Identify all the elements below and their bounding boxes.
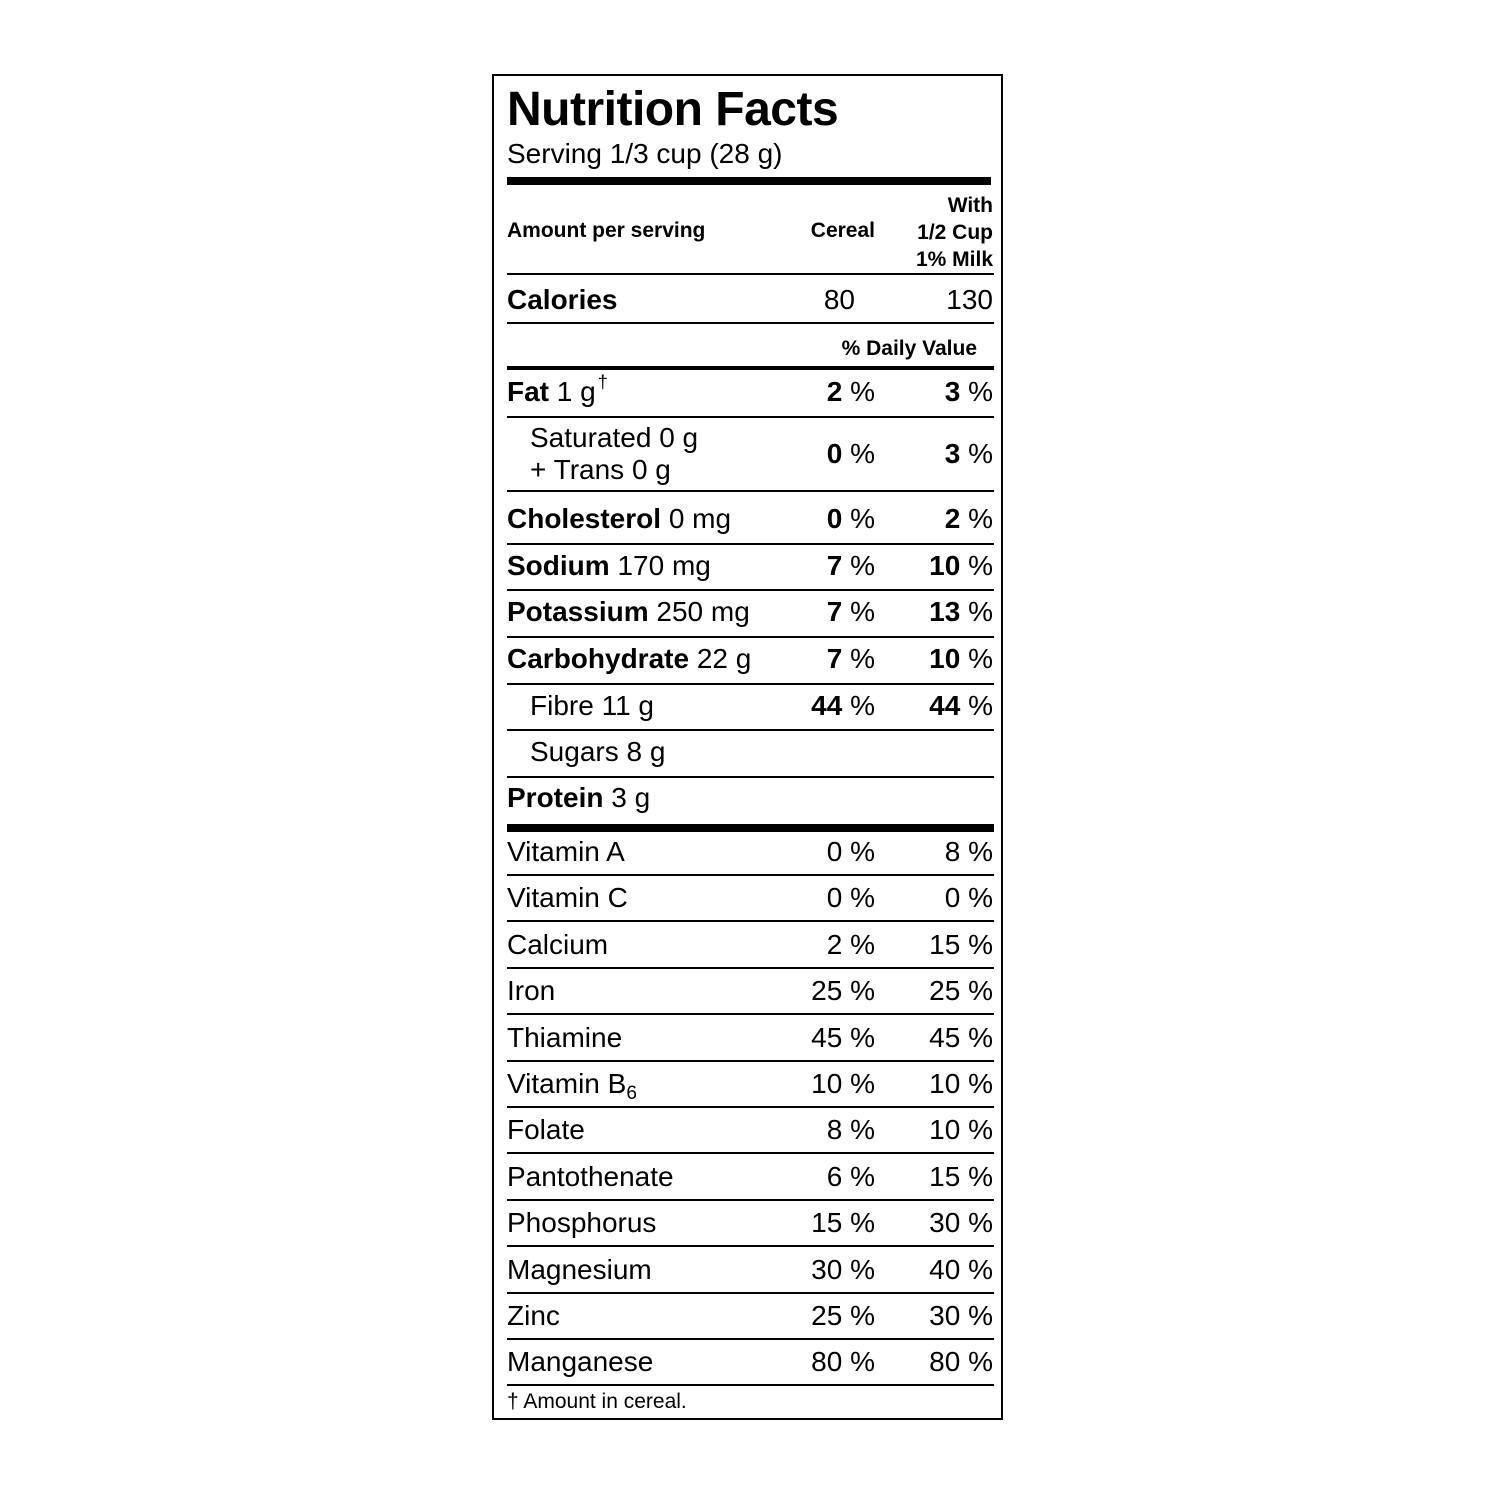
nutrition-facts-label (492, 74, 1003, 1420)
vitamin-cereal-dv: 6 % (826, 1161, 875, 1192)
divider (507, 1292, 994, 1294)
vitamin-cereal-dv: 2 % (826, 929, 875, 960)
divider (507, 967, 994, 969)
vitamin-cereal-dv: 80 % (811, 1346, 875, 1377)
vitamin-name: Folate (507, 1114, 585, 1145)
divider (507, 416, 994, 418)
divider (507, 920, 994, 922)
thick-divider-vitamins (507, 824, 994, 832)
divider (507, 1245, 994, 1247)
divider (507, 490, 994, 492)
divider (507, 589, 994, 591)
nutrient-saturated-trans (530, 422, 698, 486)
divider (507, 683, 994, 685)
nutrient-potassium: Potassium 250 mg (507, 596, 750, 627)
vitamin-milk-dv: 25 % (929, 975, 993, 1006)
col-cereal-header: Cereal (810, 219, 875, 242)
vitamin-milk-dv: 80 % (929, 1346, 993, 1377)
divider (507, 1199, 994, 1201)
vitamin-name: Manganese (507, 1346, 654, 1377)
vitamin-milk-dv: 0 % (944, 882, 993, 913)
vitamin-cereal-dv: 0 % (826, 882, 875, 913)
cholesterol-cereal-dv: 0 % (826, 503, 875, 534)
vitamin-name: Pantothenate (507, 1161, 674, 1192)
vitamin-name: Phosphorus (507, 1207, 657, 1238)
vitamin-milk-dv: 30 % (929, 1207, 993, 1238)
vitamin-name: Magnesium (507, 1254, 652, 1285)
footnote: † Amount in cereal. (507, 1390, 687, 1413)
nutrient-cholesterol: Cholesterol 0 mg (507, 503, 732, 534)
vitamin-name: Calcium (507, 929, 609, 960)
calories-milk: 130 (946, 284, 993, 315)
divider (507, 1338, 994, 1340)
vitamin-milk-dv: 15 % (929, 1161, 993, 1192)
divider (507, 874, 994, 876)
potassium-milk-dv: 13 % (929, 596, 993, 627)
vitamin-cereal-dv: 8 % (826, 1114, 875, 1145)
carbohydrate-cereal-dv: 7 % (826, 643, 875, 674)
vitamin-milk-dv: 8 % (944, 836, 993, 867)
vitamin-name: Iron (507, 975, 556, 1006)
thick-divider-top (507, 177, 991, 185)
sodium-milk-dv: 10 % (929, 550, 993, 581)
col-milk-line1: With (947, 194, 993, 217)
nutrient-carbohydrate: Carbohydrate 22 g (507, 643, 752, 674)
amount-per-serving: Amount per serving (507, 219, 706, 242)
vitamin-name: Thiamine (507, 1022, 623, 1053)
vitamin-milk-dv: 40 % (929, 1254, 993, 1285)
cholesterol-milk-dv: 2 % (944, 503, 993, 534)
fibre-cereal-dv: 44 % (811, 690, 875, 721)
divider (507, 322, 994, 324)
divider (507, 1060, 994, 1062)
calories-cereal: 80 (823, 284, 855, 315)
divider (507, 729, 994, 731)
serving-size: Serving 1/3 cup (28 g) (507, 138, 783, 169)
nutrient-protein: Protein 3 g (507, 782, 651, 813)
divider (507, 1152, 994, 1154)
vitamin-cereal-dv: 15 % (811, 1207, 875, 1238)
vitamin-cereal-dv: 25 % (811, 975, 875, 1006)
vitamin-cereal-dv: 0 % (826, 836, 875, 867)
vitamin-milk-dv: 45 % (929, 1022, 993, 1053)
saturated-cereal-dv: 0 % (826, 438, 875, 469)
fat-dagger: † (597, 372, 608, 392)
vitamin-cereal-dv: 30 % (811, 1254, 875, 1285)
divider (507, 1384, 994, 1386)
fat-name: Fat (507, 376, 549, 407)
calories-label: Calories (507, 284, 618, 315)
carbohydrate-milk-dv: 10 % (929, 643, 993, 674)
trans-line: + Trans 0 g (530, 454, 671, 485)
col-milk-line3: 1% Milk (915, 248, 993, 271)
vitamin-milk-dv: 30 % (929, 1300, 993, 1331)
divider (507, 1013, 994, 1015)
vitamin-milk-dv: 10 % (929, 1114, 993, 1145)
daily-value-header: % Daily Value (841, 337, 977, 360)
nutrient-sugars: Sugars 8 g (530, 736, 666, 767)
fibre-milk-dv: 44 % (929, 690, 993, 721)
col-milk-line2: 1/2 Cup (917, 221, 993, 244)
vitamin-milk-dv: 15 % (929, 929, 993, 960)
vitamin-cereal-dv: 45 % (811, 1022, 875, 1053)
saturated-line: Saturated 0 g (530, 422, 699, 453)
vitamin-name: Vitamin A (507, 836, 625, 867)
fat-milk-dv: 3 % (944, 376, 993, 407)
saturated-milk-dv: 3 % (944, 438, 993, 469)
divider (507, 636, 994, 638)
vitamin-name: Vitamin $B_6$ (507, 1068, 637, 1104)
vitamin-name: Vitamin C (507, 882, 628, 913)
nutrient-fibre: Fibre 11 g (530, 690, 654, 721)
nutrient-fat (507, 372, 608, 408)
vitamin-cereal-dv: 10 % (811, 1068, 875, 1099)
nutrient-sodium: Sodium 170 mg (507, 550, 711, 581)
divider (507, 543, 994, 545)
label-title: Nutrition Facts (507, 83, 839, 136)
divider (507, 776, 994, 778)
col-milk-header (916, 192, 993, 273)
vitamin-milk-dv: 10 % (929, 1068, 993, 1099)
divider (507, 273, 994, 275)
fat-cereal-dv: 2 % (826, 376, 875, 407)
divider (507, 1106, 994, 1108)
fat-amount: 1 g (556, 376, 596, 407)
vitamin-cereal-dv: 25 % (811, 1300, 875, 1331)
vitamin-name: Zinc (507, 1300, 560, 1331)
potassium-cereal-dv: 7 % (826, 596, 875, 627)
sodium-cereal-dv: 7 % (826, 550, 875, 581)
medium-divider (507, 366, 994, 370)
